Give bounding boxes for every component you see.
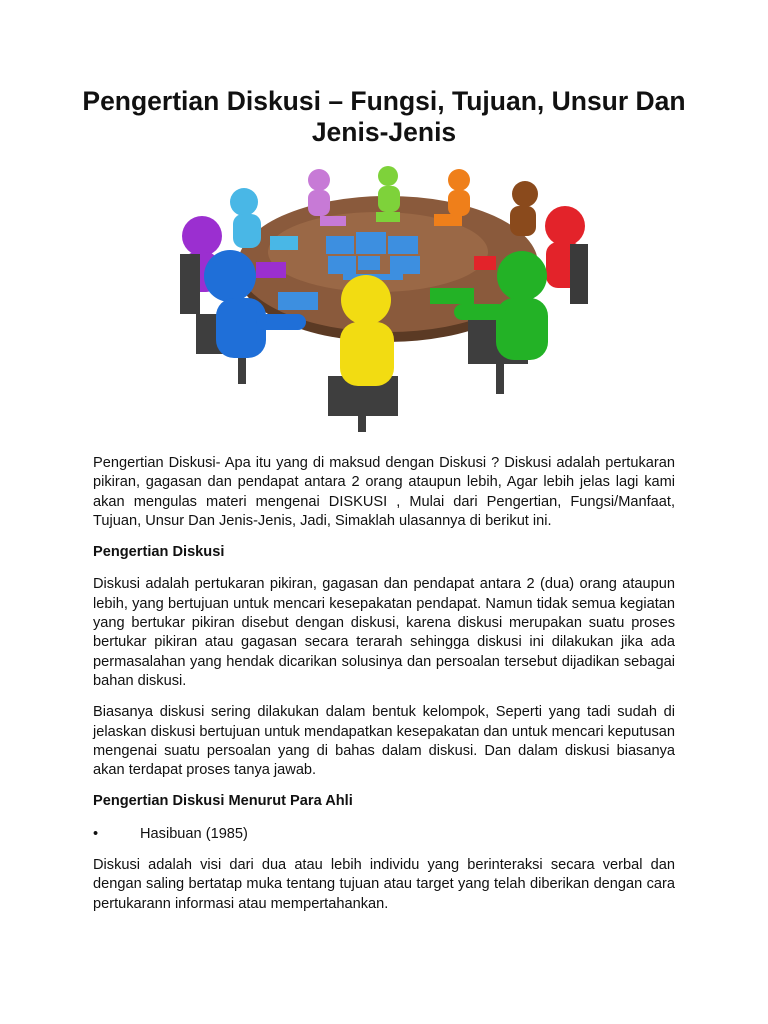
bullet-item [93, 825, 675, 844]
definition-paragraph: Diskusi adalah pertukaran pikiran, gagasan dan pendapat antara 2 (dua) orang ataupun lebih, yang bertujuan untuk mencari kesepakatan pendapat. Namun tidak semua kegiatan yang bertukar pikiran disebut dengan diskusi, karena diskusi merupakan suatu proses bertukar pikiran atau gagasan secara terarah sehingga diskusi ini dilakukan jika ada permasalahan yang hendak dicarikan solusinya dan persoalan tersebut dijadikan sebagai bahan diskusi. [93, 576, 675, 689]
group-discussion-paragraph: Biasanya diskusi sering dilakukan dalam bentuk kelompok, Seperti yang tadi sudah di jelaskan diskusi bertujuan untuk mendapatkan kesepakatan dan untuk mencari keputusan mengenai suatu persoalan yang di bahas dalam diskusi. Dan dalam diskusi biasanya akan terdapat proses tanya jawab. [93, 704, 675, 779]
bullet-icon: • [93, 825, 99, 842]
discussion-illustration [178, 164, 590, 432]
expert-definition-paragraph: Diskusi adalah visi dari dua atau lebih individu yang berinteraksi secara verbal dan dengan saling bertatap muka tentang tujuan atau target yang telah diberikan dengan cara pertukarann informasi atau mempertahankan. [93, 857, 675, 912]
section-heading-para-ahli: Pengertian Diskusi Menurut Para Ahli [93, 793, 353, 810]
page-title: Pengertian Diskusi – Fungsi, Tujuan, Unsur Dan Jenis-Jenis [82, 86, 686, 147]
intro-paragraph: Pengertian Diskusi- Apa itu yang di maksud dengan Diskusi ? Diskusi adalah pertukaran pikiran, gagasan dan pendapat antara 2 orang ataupun lebih, Agar lebih jelas lagi kami akan mengulas materi mengenai DISKUSI , Mulai dari Pengertian, Fungsi/Manfaat, Tujuan, Unsur Dan Jenis-Jenis, Jadi, Simaklah ulasannya di berikut ini. [93, 455, 675, 529]
section-heading-pengertian: Pengertian Diskusi [93, 544, 225, 561]
bullet-text: Hasibuan (1985) [140, 825, 248, 842]
article-body [93, 454, 675, 926]
